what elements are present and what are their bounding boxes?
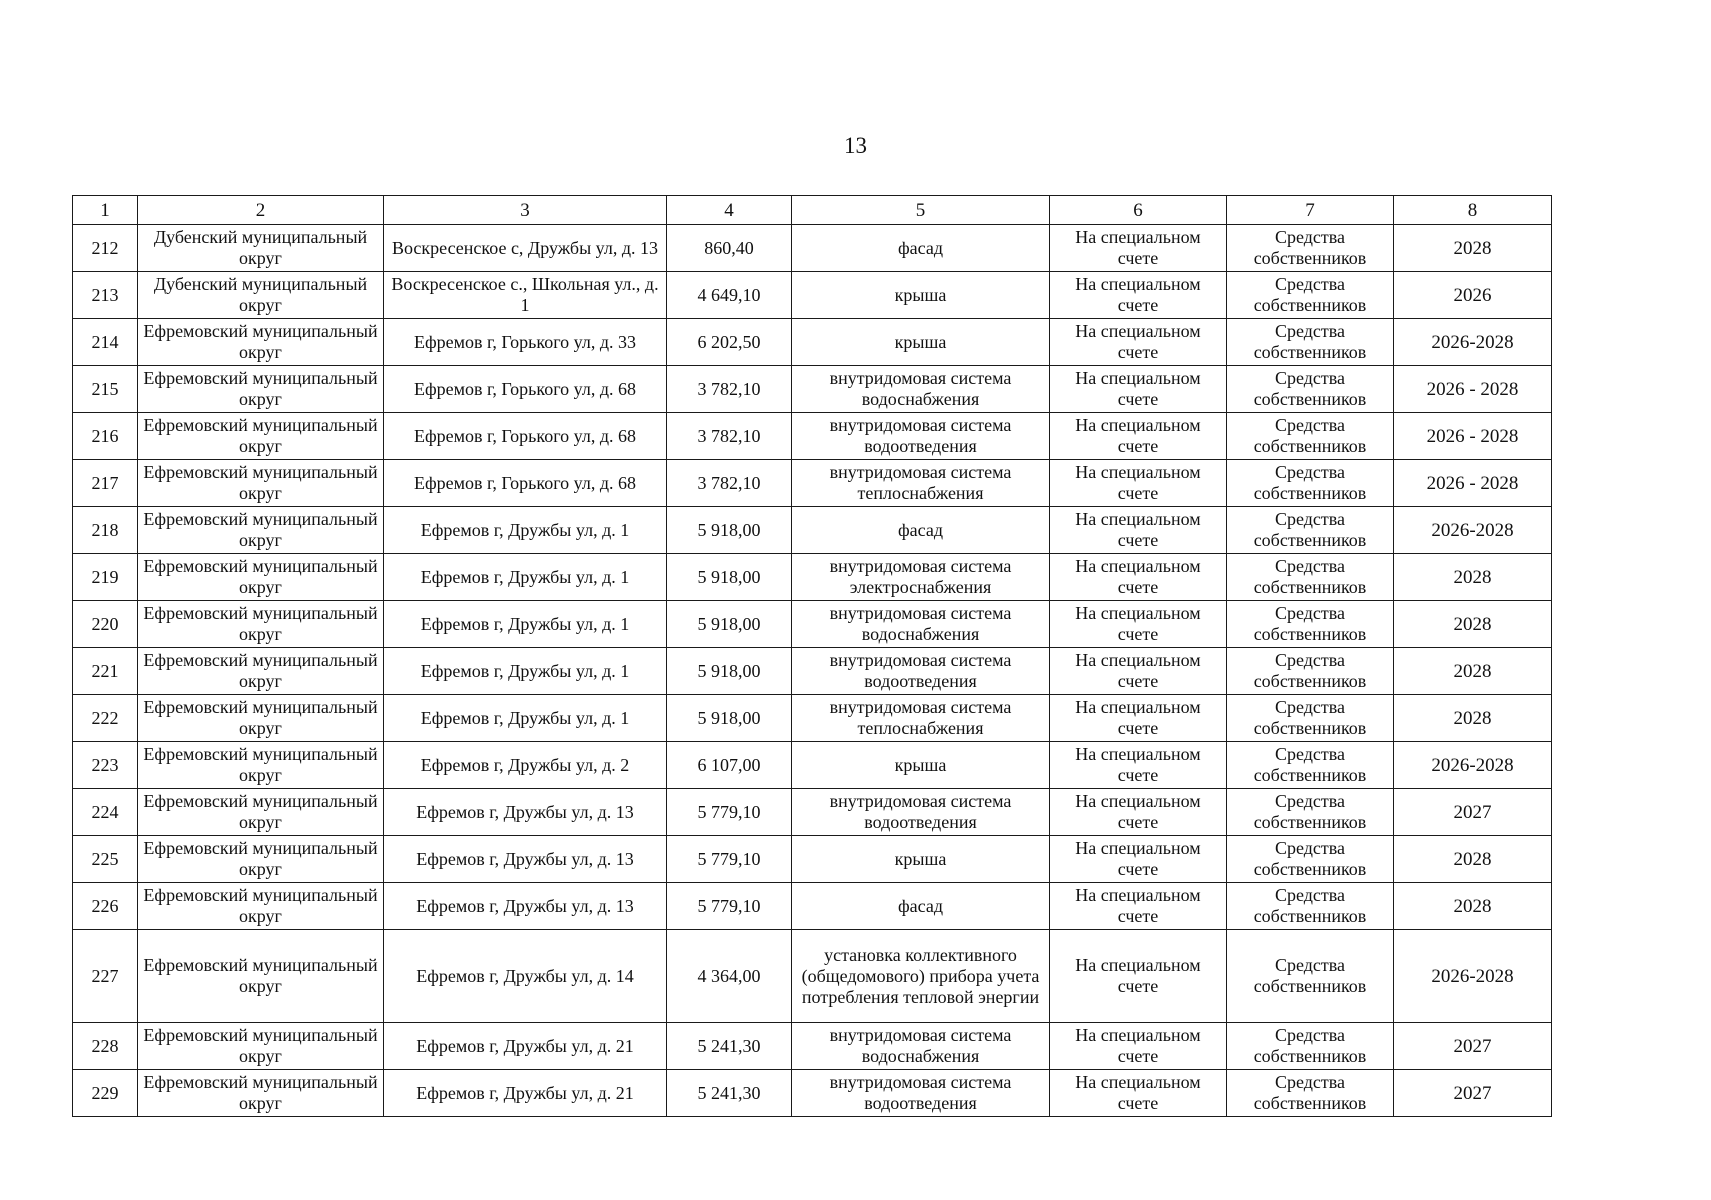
period-cell: 2027: [1394, 1070, 1552, 1117]
area-cell: 5 241,30: [667, 1023, 792, 1070]
period-cell: 2026-2028: [1394, 507, 1552, 554]
account-cell: На специальном счете: [1050, 648, 1227, 695]
column-header: 7: [1227, 196, 1394, 225]
account-cell: На специальном счете: [1050, 1023, 1227, 1070]
area-cell: 6 202,50: [667, 319, 792, 366]
table-row: [73, 319, 1552, 366]
period-cell: 2026-2028: [1394, 930, 1552, 1023]
period-cell: 2027: [1394, 789, 1552, 836]
period-cell: 2028: [1394, 601, 1552, 648]
row-number-cell: 221: [73, 648, 138, 695]
column-header: 3: [384, 196, 667, 225]
table-row: [73, 695, 1552, 742]
account-cell: На специальном счете: [1050, 695, 1227, 742]
account-cell: На специальном счете: [1050, 742, 1227, 789]
account-cell: На специальном счете: [1050, 601, 1227, 648]
funding-source-cell: Средства собственников: [1227, 507, 1394, 554]
funding-source-cell: Средства собственников: [1227, 601, 1394, 648]
district-cell: Ефремовский муниципальный округ: [138, 1070, 384, 1117]
address-cell: Ефремов г, Дружбы ул, д. 13: [384, 789, 667, 836]
district-cell: Ефремовский муниципальный округ: [138, 930, 384, 1023]
address-cell: Ефремов г, Горького ул, д. 68: [384, 413, 667, 460]
account-cell: На специальном счете: [1050, 225, 1227, 272]
funding-source-cell: Средства собственников: [1227, 1070, 1394, 1117]
funding-source-cell: Средства собственников: [1227, 742, 1394, 789]
area-cell: 5 241,30: [667, 1070, 792, 1117]
district-cell: Ефремовский муниципальный округ: [138, 742, 384, 789]
period-cell: 2026 - 2028: [1394, 366, 1552, 413]
district-cell: Дубенский муниципальный округ: [138, 225, 384, 272]
table-row: [73, 742, 1552, 789]
address-cell: Ефремов г, Дружбы ул, д. 13: [384, 883, 667, 930]
address-cell: Воскресенское с., Школьная ул., д. 1: [384, 272, 667, 319]
address-cell: Ефремов г, Дружбы ул, д. 13: [384, 836, 667, 883]
account-cell: На специальном счете: [1050, 319, 1227, 366]
funding-source-cell: Средства собственников: [1227, 319, 1394, 366]
address-cell: Ефремов г, Дружбы ул, д. 14: [384, 930, 667, 1023]
area-cell: 4 364,00: [667, 930, 792, 1023]
table-row: [73, 883, 1552, 930]
area-cell: 3 782,10: [667, 366, 792, 413]
row-number-cell: 219: [73, 554, 138, 601]
period-cell: 2026 - 2028: [1394, 413, 1552, 460]
work-type-cell: внутридомовая система теплоснабжения: [792, 695, 1050, 742]
work-type-cell: крыша: [792, 319, 1050, 366]
funding-source-cell: Средства собственников: [1227, 554, 1394, 601]
address-cell: Ефремов г, Дружбы ул, д. 21: [384, 1070, 667, 1117]
area-cell: 5 918,00: [667, 554, 792, 601]
column-header: 2: [138, 196, 384, 225]
work-type-cell: внутридомовая система водоснабжения: [792, 601, 1050, 648]
table-row: [73, 554, 1552, 601]
account-cell: На специальном счете: [1050, 272, 1227, 319]
area-cell: 5 918,00: [667, 648, 792, 695]
period-cell: 2028: [1394, 648, 1552, 695]
column-header: 5: [792, 196, 1050, 225]
period-cell: 2026 - 2028: [1394, 460, 1552, 507]
work-type-cell: внутридомовая система теплоснабжения: [792, 460, 1050, 507]
district-cell: Ефремовский муниципальный округ: [138, 460, 384, 507]
area-cell: 5 779,10: [667, 789, 792, 836]
district-cell: Ефремовский муниципальный округ: [138, 319, 384, 366]
work-type-cell: установка коллективного (общедомового) прибора учета потребления тепловой энергии: [792, 930, 1050, 1023]
period-cell: 2026: [1394, 272, 1552, 319]
period-cell: 2026-2028: [1394, 742, 1552, 789]
table-row: [73, 460, 1552, 507]
row-number-cell: 224: [73, 789, 138, 836]
table-row: [73, 601, 1552, 648]
account-cell: На специальном счете: [1050, 789, 1227, 836]
account-cell: На специальном счете: [1050, 413, 1227, 460]
area-cell: 4 649,10: [667, 272, 792, 319]
address-cell: Ефремов г, Дружбы ул, д. 1: [384, 554, 667, 601]
row-number-cell: 228: [73, 1023, 138, 1070]
period-cell: 2027: [1394, 1023, 1552, 1070]
funding-source-cell: Средства собственников: [1227, 225, 1394, 272]
table-row: [73, 836, 1552, 883]
period-cell: 2028: [1394, 883, 1552, 930]
address-cell: Ефремов г, Дружбы ул, д. 1: [384, 695, 667, 742]
table-row: [73, 413, 1552, 460]
page-number: 13: [844, 133, 867, 158]
funding-source-cell: Средства собственников: [1227, 883, 1394, 930]
period-cell: 2026-2028: [1394, 319, 1552, 366]
area-cell: 860,40: [667, 225, 792, 272]
row-number-cell: 227: [73, 930, 138, 1023]
table-row: [73, 1070, 1552, 1117]
district-cell: Ефремовский муниципальный округ: [138, 1023, 384, 1070]
funding-source-cell: Средства собственников: [1227, 366, 1394, 413]
address-cell: Ефремов г, Дружбы ул, д. 2: [384, 742, 667, 789]
row-number-cell: 225: [73, 836, 138, 883]
address-cell: Воскресенское с, Дружбы ул, д. 13: [384, 225, 667, 272]
work-type-cell: внутридомовая система водоотведения: [792, 648, 1050, 695]
district-cell: Ефремовский муниципальный округ: [138, 413, 384, 460]
funding-source-cell: Средства собственников: [1227, 930, 1394, 1023]
row-number-cell: 229: [73, 1070, 138, 1117]
area-cell: 5 779,10: [667, 836, 792, 883]
table-row: [73, 789, 1552, 836]
table-row: [73, 272, 1552, 319]
row-number-cell: 216: [73, 413, 138, 460]
period-cell: 2028: [1394, 225, 1552, 272]
address-cell: Ефремов г, Дружбы ул, д. 1: [384, 507, 667, 554]
account-cell: На специальном счете: [1050, 366, 1227, 413]
account-cell: На специальном счете: [1050, 930, 1227, 1023]
work-type-cell: крыша: [792, 836, 1050, 883]
column-number-row: [73, 196, 1552, 225]
work-type-cell: крыша: [792, 742, 1050, 789]
area-cell: 5 779,10: [667, 883, 792, 930]
account-cell: На специальном счете: [1050, 836, 1227, 883]
work-type-cell: внутридомовая система водоотведения: [792, 413, 1050, 460]
district-cell: Ефремовский муниципальный округ: [138, 648, 384, 695]
column-header: 1: [73, 196, 138, 225]
work-type-cell: внутридомовая система водоснабжения: [792, 366, 1050, 413]
account-cell: На специальном счете: [1050, 507, 1227, 554]
table-row: [73, 930, 1552, 1023]
row-number-cell: 214: [73, 319, 138, 366]
row-number-cell: 213: [73, 272, 138, 319]
address-cell: Ефремов г, Дружбы ул, д. 1: [384, 648, 667, 695]
district-cell: Ефремовский муниципальный округ: [138, 695, 384, 742]
work-type-cell: внутридомовая система водоотведения: [792, 1070, 1050, 1117]
address-cell: Ефремов г, Дружбы ул, д. 21: [384, 1023, 667, 1070]
account-cell: На специальном счете: [1050, 883, 1227, 930]
district-cell: Ефремовский муниципальный округ: [138, 507, 384, 554]
district-cell: Ефремовский муниципальный округ: [138, 883, 384, 930]
work-type-cell: фасад: [792, 507, 1050, 554]
address-cell: Ефремов г, Горького ул, д. 68: [384, 366, 667, 413]
account-cell: На специальном счете: [1050, 460, 1227, 507]
table-row: [73, 225, 1552, 272]
funding-source-cell: Средства собственников: [1227, 648, 1394, 695]
district-cell: Дубенский муниципальный округ: [138, 272, 384, 319]
funding-source-cell: Средства собственников: [1227, 836, 1394, 883]
column-header: 6: [1050, 196, 1227, 225]
area-cell: 5 918,00: [667, 507, 792, 554]
period-cell: 2028: [1394, 554, 1552, 601]
row-number-cell: 226: [73, 883, 138, 930]
district-cell: Ефремовский муниципальный округ: [138, 789, 384, 836]
work-type-cell: внутридомовая система водоотведения: [792, 789, 1050, 836]
district-cell: Ефремовский муниципальный округ: [138, 554, 384, 601]
row-number-cell: 217: [73, 460, 138, 507]
district-cell: Ефремовский муниципальный округ: [138, 366, 384, 413]
funding-source-cell: Средства собственников: [1227, 1023, 1394, 1070]
table-row: [73, 507, 1552, 554]
address-cell: Ефремов г, Горького ул, д. 68: [384, 460, 667, 507]
work-type-cell: крыша: [792, 272, 1050, 319]
funding-source-cell: Средства собственников: [1227, 789, 1394, 836]
address-cell: Ефремов г, Дружбы ул, д. 1: [384, 601, 667, 648]
capital-repair-table: [72, 195, 1552, 1117]
area-cell: 3 782,10: [667, 460, 792, 507]
table-row: [73, 648, 1552, 695]
funding-source-cell: Средства собственников: [1227, 413, 1394, 460]
area-cell: 6 107,00: [667, 742, 792, 789]
period-cell: 2028: [1394, 836, 1552, 883]
row-number-cell: 215: [73, 366, 138, 413]
table-row: [73, 1023, 1552, 1070]
funding-source-cell: Средства собственников: [1227, 460, 1394, 507]
row-number-cell: 222: [73, 695, 138, 742]
area-cell: 5 918,00: [667, 601, 792, 648]
work-type-cell: фасад: [792, 225, 1050, 272]
column-header: 8: [1394, 196, 1552, 225]
column-header: 4: [667, 196, 792, 225]
work-type-cell: внутридомовая система водоснабжения: [792, 1023, 1050, 1070]
address-cell: Ефремов г, Горького ул, д. 33: [384, 319, 667, 366]
period-cell: 2028: [1394, 695, 1552, 742]
funding-source-cell: Средства собственников: [1227, 272, 1394, 319]
row-number-cell: 223: [73, 742, 138, 789]
row-number-cell: 218: [73, 507, 138, 554]
account-cell: На специальном счете: [1050, 554, 1227, 601]
row-number-cell: 212: [73, 225, 138, 272]
funding-source-cell: Средства собственников: [1227, 695, 1394, 742]
row-number-cell: 220: [73, 601, 138, 648]
table-row: [73, 366, 1552, 413]
work-type-cell: внутридомовая система электроснабжения: [792, 554, 1050, 601]
work-type-cell: фасад: [792, 883, 1050, 930]
area-cell: 3 782,10: [667, 413, 792, 460]
district-cell: Ефремовский муниципальный округ: [138, 836, 384, 883]
account-cell: На специальном счете: [1050, 1070, 1227, 1117]
district-cell: Ефремовский муниципальный округ: [138, 601, 384, 648]
area-cell: 5 918,00: [667, 695, 792, 742]
